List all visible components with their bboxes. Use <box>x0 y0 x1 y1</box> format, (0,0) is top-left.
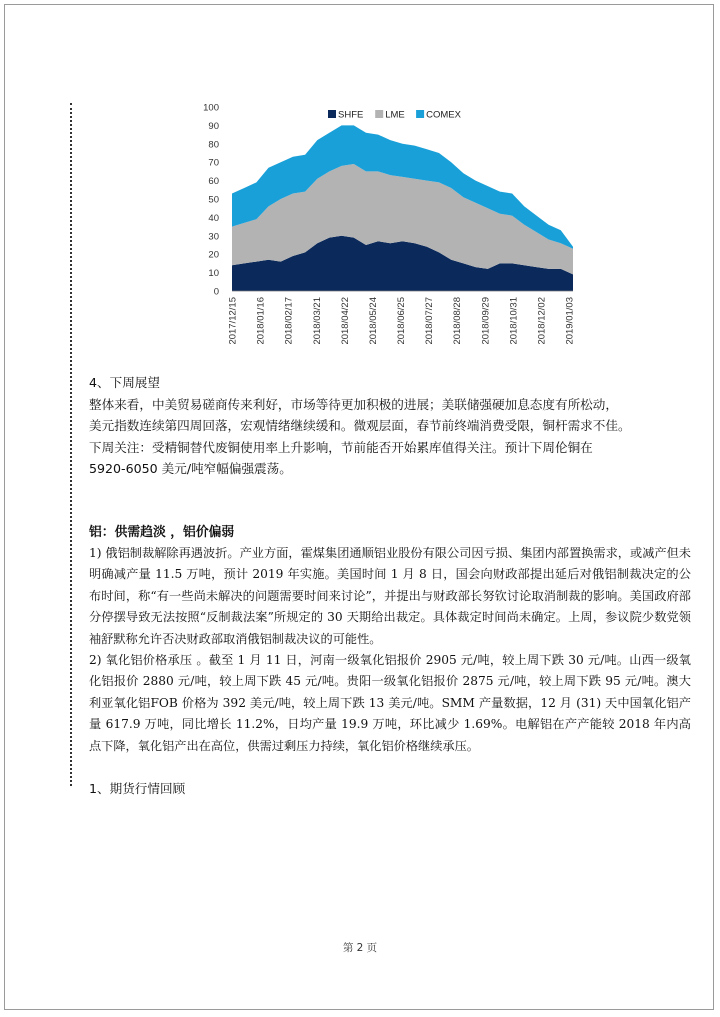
outlook-line-2: 美元指数连续第四周回落，宏观情绪继续缓和。微观层面，春节前终端消费受限，铜杆需求不佳。 <box>89 418 631 433</box>
x-tick-label: 2018/12/02 <box>536 297 548 345</box>
aluminum-paragraph-2: 2) 氧化铝价格承压 。截至 1 月 11 日，河南一级氧化铝报价 2905 元/吨，较上周下跌 30 元/吨。山西一级氧化铝报价 2880 元/吨，较上周下跌 45 元/吨。贵阳一级氧化铝报价 2875 元/吨，较上周下跌 95 元/吨。澳大利亚氧化铝FOB 价格为 392 美元/吨，较上周下跌 13 美元/吨。SMM 产量数据，12 月 (31) 天中国氧化铝产量 617.9 万吨，同比增长 11.2%，日均产量 19.9 万吨，环比减少 1.69%。电解铝在产产能较 2018 年内高点下降，氧化铝产出在高位，供需过剩压力持续，氧化铝价格继续承压。 <box>89 653 691 753</box>
aluminum-paragraph-1: 1) 俄铝制裁解除再遇波折。产业方面，霍煤集团通顺铝业股份有限公司因亏损、集团内部置换需求，或减产但未明确减产量 11.5 万吨，预计 2019 年实施。美国时间 1 月 8 日，国会向财政部提出延后对俄铝制裁决定的公布时间，称“有一些尚未解决的问题需要时间来讨论”，并提出与财政部长努钦讨论取消制裁的影响。美国政府部分停摆导致无法按照“反制裁法案”所规定的 30 天期给出裁定。具体裁定时间尚未确定。上周，参议院少数党领袖舒默称允许否决财政部取消俄铝制裁决议的可能性。 <box>89 546 691 646</box>
x-tick-label: 2018/03/21 <box>311 297 323 345</box>
margin-dotted-rule <box>70 103 72 786</box>
legend-swatch <box>375 110 383 118</box>
outlook-line-4: 5920-6050 美元/吨窄幅偏强震荡。 <box>89 461 292 476</box>
y-tick-label: 10 <box>208 268 219 280</box>
x-tick-label: 2018/09/29 <box>480 297 492 345</box>
y-tick-label: 40 <box>208 212 219 224</box>
x-tick-label: 2018/04/22 <box>339 297 351 345</box>
page-number: 第 2 页 <box>342 942 378 954</box>
y-tick-label: 70 <box>208 157 219 169</box>
x-tick-label: 2018/10/31 <box>508 297 520 345</box>
y-tick-label: 50 <box>208 194 219 206</box>
x-tick-label: 2018/05/24 <box>367 297 379 345</box>
y-tick-label: 90 <box>208 120 219 132</box>
x-tick-label: 2018/07/27 <box>424 297 436 345</box>
legend-swatch <box>328 110 336 118</box>
y-tick-label: 0 <box>213 286 219 298</box>
page-content <box>89 372 691 800</box>
aluminum-heading: 铝：供需趋淡 ，铝价偏弱 <box>89 524 235 540</box>
legend-swatch <box>416 110 424 118</box>
y-tick-label: 20 <box>208 249 219 261</box>
y-tick-label: 60 <box>208 176 219 188</box>
copper-inventory-chart <box>190 96 585 366</box>
x-tick-label: 2018/08/28 <box>452 297 464 345</box>
legend-label: LME <box>385 109 405 121</box>
outlook-line-3: 下周关注：受精铜替代废铜使用率上升影响，节前能否开始累库值得关注。预计下周伦铜在 <box>89 439 593 455</box>
section4-title: 4、下周展望 <box>89 375 160 390</box>
legend-label: COMEX <box>426 109 461 121</box>
chart-svg <box>190 96 585 366</box>
x-tick-label: 2018/02/17 <box>283 297 295 345</box>
x-tick-label: 2017/12/15 <box>227 297 239 345</box>
y-tick-label: 100 <box>203 102 219 114</box>
x-tick-label: 2018/06/25 <box>396 297 407 345</box>
y-tick-label: 80 <box>208 139 219 151</box>
legend-label: SHFE <box>338 109 364 121</box>
x-tick-label: 2018/01/16 <box>255 297 267 345</box>
futures-review-title: 1、期货行情回顾 <box>89 781 186 797</box>
y-tick-label: 30 <box>208 231 219 243</box>
outlook-line-1: 整体来看，中美贸易磋商传来利好，市场等待更加积极的进展；美联储强硬加息态度有所松动， <box>89 396 618 412</box>
x-tick-label: 2019/01/03 <box>564 297 576 345</box>
